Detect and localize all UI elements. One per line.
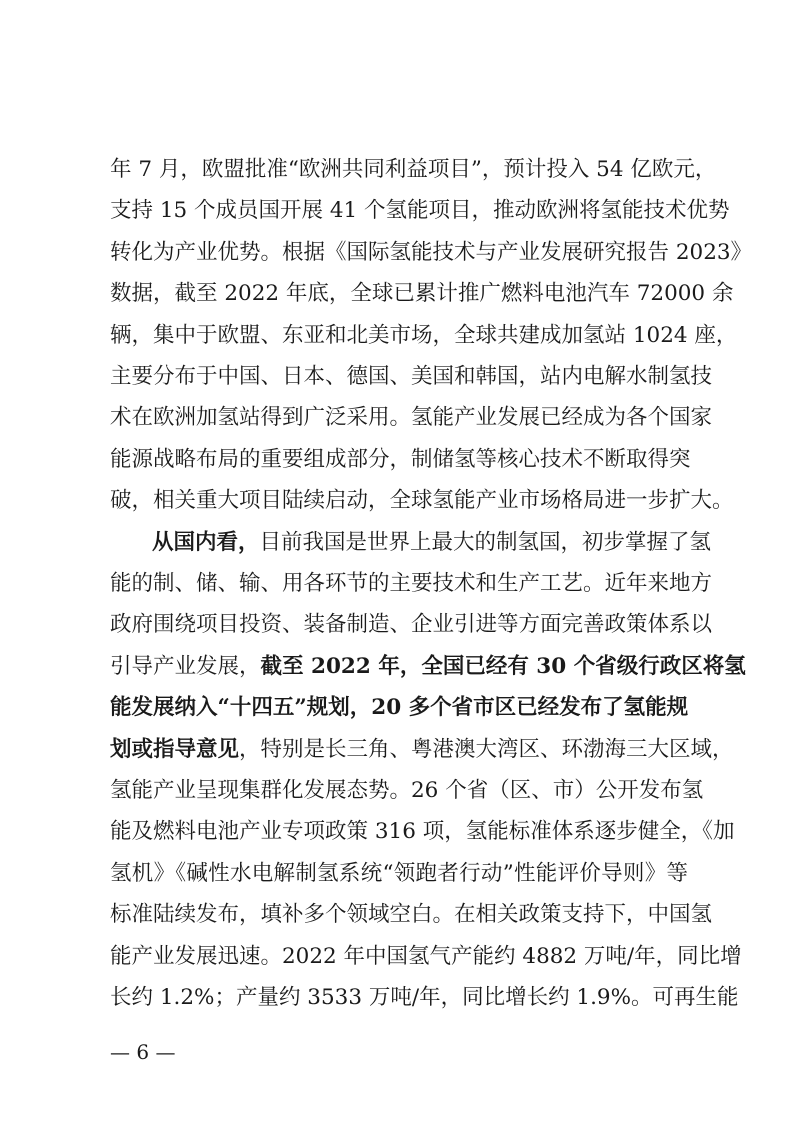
text-line [110, 978, 739, 1018]
text-line [110, 937, 742, 977]
text-segment: 能及燃料电池产业专项政策 316 项，氢能标准体系逐步健全，《加 [110, 819, 735, 845]
text-line [110, 564, 713, 604]
text-line [110, 771, 704, 811]
text-segment: 转化为产业优势。根据《国际氢能技术与产业发展研究报告 2023》 [110, 239, 753, 265]
bold-text-segment: 能发展纳入“十四五”规划，20 多个省市区已经发布了氢能规 [110, 695, 689, 721]
text-line [110, 895, 713, 935]
bold-text-segment: 从国内看， [152, 529, 260, 555]
text-segment: 氢机》《碱性水电解制氢系统“领跑者行动”性能评价导则》等 [110, 860, 688, 886]
text-segment: 支持 15 个成员国开展 41 个氢能项目，推动欧洲将氢能技术优势 [110, 198, 730, 224]
text-line [110, 357, 713, 397]
text-line [110, 150, 717, 190]
text-line [110, 398, 713, 438]
text-line [110, 605, 713, 645]
page-number: — 6 — [110, 1040, 176, 1064]
text-line [152, 523, 712, 563]
text-line [110, 688, 688, 728]
text-segment: 辆，集中于欧盟、东亚和北美市场，全球共建成加氢站 1024 座， [110, 322, 738, 348]
text-segment: 长约 1.2%；产量约 3533 万吨/年，同比增长约 1.9%。可再生能 [110, 985, 739, 1010]
text-segment: ，特别是长三角、粤港澳大湾区、环渤海三大区域， [239, 736, 734, 762]
text-line [110, 316, 738, 356]
text-line [110, 812, 735, 852]
bold-text-segment: 划或指导意见 [110, 736, 240, 762]
text-segment: 目前我国是世界上最大的制氢国，初步掌握了氢 [259, 529, 712, 555]
text-line [110, 481, 734, 521]
text-line [110, 191, 730, 231]
text-segment: 术在欧洲加氢站得到广泛采用。氢能产业发展已经成为各个国家 [110, 405, 713, 431]
bold-text-segment: 截至 2022 年，全国已经有 30 个省级行政区将氢 [260, 653, 746, 679]
text-line [110, 730, 734, 770]
text-segment: 年 7 月，欧盟批准“欧洲共同利益项目”，预计投入 54 亿欧元， [110, 157, 717, 182]
text-line [110, 854, 688, 894]
text-segment: 能产业发展迅速。2022 年中国氢气产能约 4882 万吨/年，同比增 [110, 943, 742, 969]
text-segment: 能源战略布局的重要组成部分，制储氢等核心技术不断取得突 [110, 446, 691, 472]
text-segment: 氢能产业呈现集群化发展态势。26 个省（区、市）公开发布氢 [110, 778, 704, 803]
text-line [110, 233, 753, 273]
text-line [110, 274, 734, 314]
text-line [110, 647, 746, 687]
text-line [110, 440, 691, 480]
text-segment: 数据，截至 2022 年底，全球已累计推广燃料电池汽车 72000 余 [110, 281, 734, 307]
text-segment: 能的制、储、输、用各环节的主要技术和生产工艺。近年来地方 [110, 571, 713, 596]
text-segment: 政府围绕项目投资、装备制造、企业引进等方面完善政策体系以 [110, 612, 713, 638]
text-segment: 主要分布于中国、日本、德国、美国和韩国，站内电解水制氢技 [110, 364, 713, 389]
text-segment: 标准陆续发布，填补多个领域空白。在相关政策支持下，中国氢 [110, 902, 713, 928]
text-segment: 引导产业发展， [110, 653, 261, 679]
text-segment: 破，相关重大项目陆续启动，全球氢能产业市场格局进一步扩大。 [110, 488, 734, 514]
